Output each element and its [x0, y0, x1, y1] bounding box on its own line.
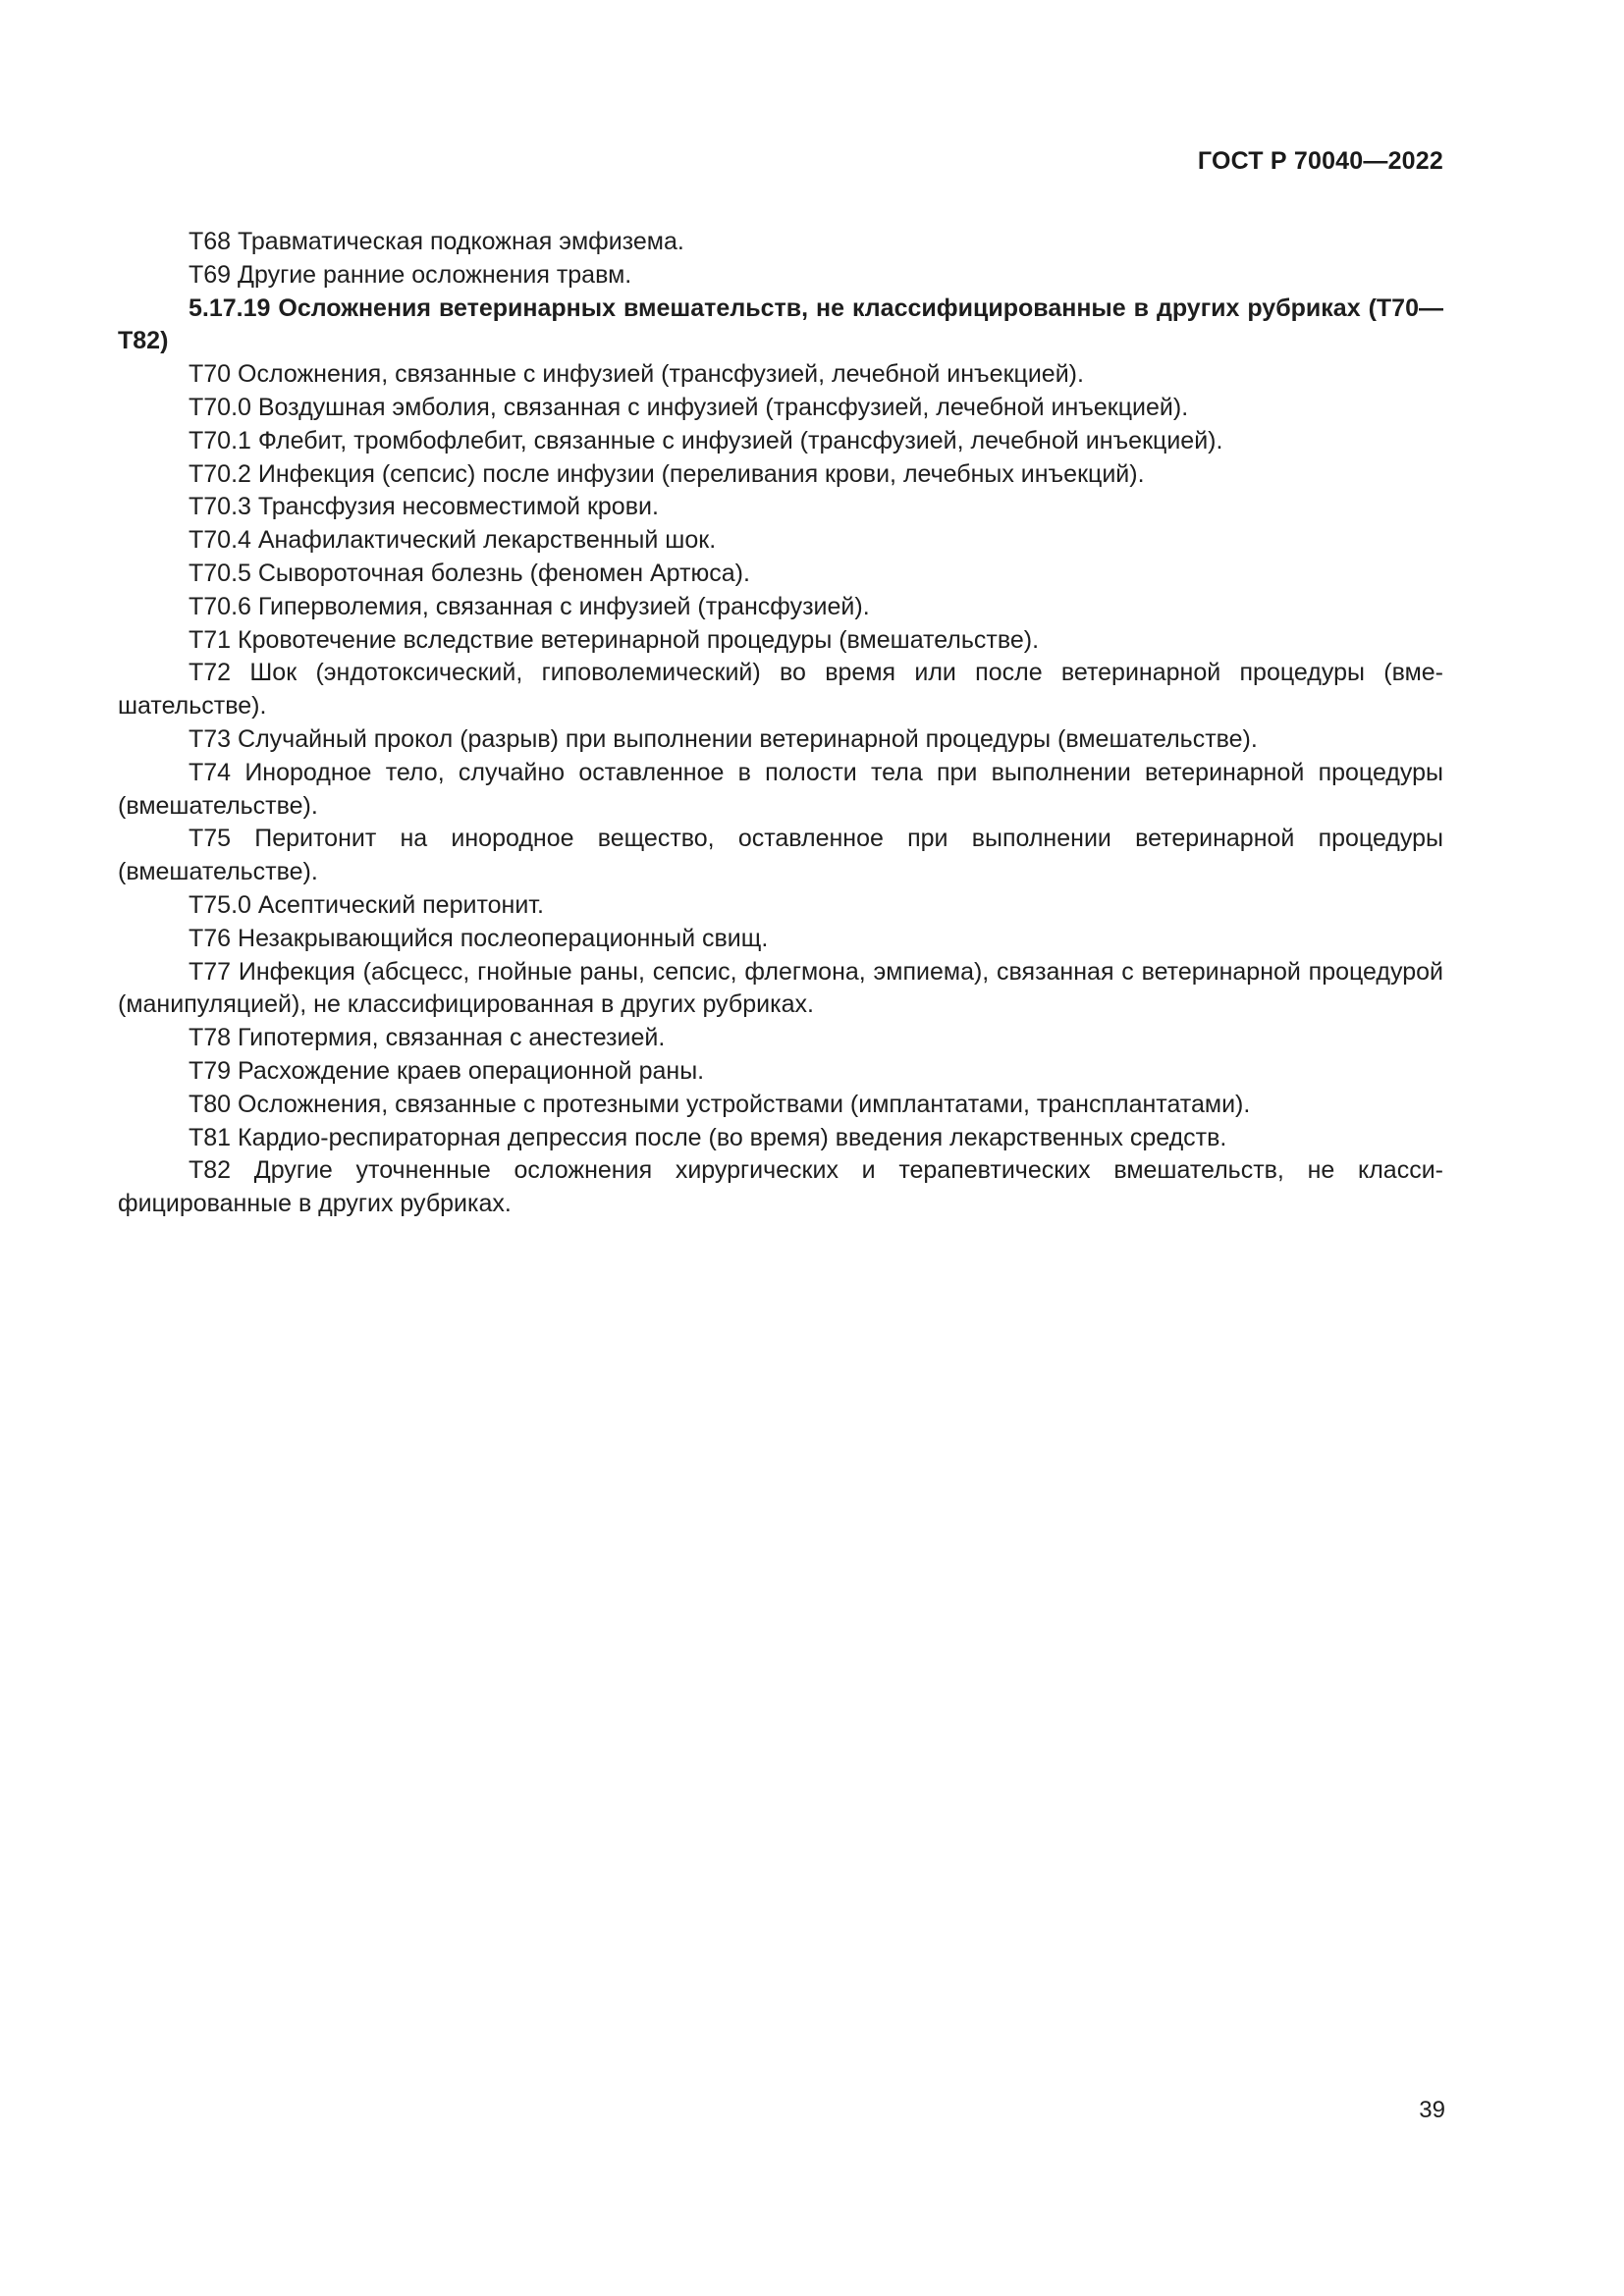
paragraph: T70.4 Анафилактический лекарственный шок. — [189, 526, 717, 555]
paragraph: T75.0 Асептический перитонит. — [189, 890, 544, 919]
paragraph: T74 Инородное тело, случайно оставленное в полости тела при выполнении ветеринарной процедуры (вмешательстве). — [118, 758, 1443, 820]
paragraph: T75 Перитонит на инородное вещество, оставленное при выполнении ветеринарной процедуры (вмешательстве). — [118, 825, 1443, 886]
paragraph: T80 Осложнения, связанные с протезными устройствами (имплантатами, трансплантатами). — [189, 1090, 1251, 1118]
paragraph: T77 Инфекция (абсцесс, гнойные раны, сепсис, флегмона, эмпиема), связанная с ветеринарной процедурой (манипуляцией), не классифицированная в других рубриках. — [118, 957, 1443, 1019]
paragraph: T70 Осложнения, связанные с инфузией (трансфузией, лечебной инъекцией). — [189, 360, 1084, 389]
paragraph: T70.5 Сывороточная болезнь (феномен Артюса). — [189, 559, 750, 587]
paragraph: T70.2 Инфекция (сепсис) после инфузии (переливания крови, лечебных инъекций). — [189, 459, 1145, 488]
paragraph: T71 Кровотечение вследствие ветеринарной процедуры (вмешательстве). — [189, 625, 1040, 654]
document-number-header: ГОСТ Р 70040—2022 — [1197, 147, 1443, 175]
document-body — [118, 226, 1443, 1221]
paragraph: T70.6 Гиперволемия, связанная с инфузией (трансфузией). — [189, 592, 870, 620]
paragraph: T69 Другие ранние осложнения травм. — [189, 260, 632, 289]
section-heading: 5.17.19 Осложнения ветеринарных вмешательств, не классифицированные в других рубриках (T70—T82) — [118, 294, 1443, 355]
paragraph: T72 Шок (эндотоксический, гиповолемический) во время или после ветеринарной процедуры (вмешательстве). — [118, 659, 1443, 721]
paragraph: T78 Гипотермия, связанная с анестезией. — [189, 1024, 666, 1052]
paragraph: T70.3 Трансфузия несовместимой крови. — [189, 493, 659, 521]
paragraph: T79 Расхождение краев операционной раны. — [189, 1056, 705, 1085]
paragraph: T68 Травматическая подкожная эмфизема. — [189, 228, 684, 255]
paragraph: T76 Незакрывающийся послеоперационный свищ. — [189, 924, 769, 952]
page-number: 39 — [1419, 2097, 1445, 2123]
paragraph: T70.0 Воздушная эмболия, связанная с инфузией (трансфузией, лечебной инъекцией). — [189, 393, 1189, 421]
paragraph: T82 Другие уточненные осложнения хирургических и терапевтических вмешательств, не классифицированные в других рубриках. — [118, 1156, 1443, 1218]
paragraph: T73 Случайный прокол (разрыв) при выполнении ветеринарной процедуры (вмешательстве). — [189, 724, 1258, 753]
paragraph: T70.1 Флебит, тромбофлебит, связанные с инфузией (трансфузией, лечебной инъекцией). — [189, 426, 1223, 454]
paragraph: T81 Кардио-респираторная депрессия после (во время) введения лекарственных средств. — [189, 1123, 1227, 1151]
